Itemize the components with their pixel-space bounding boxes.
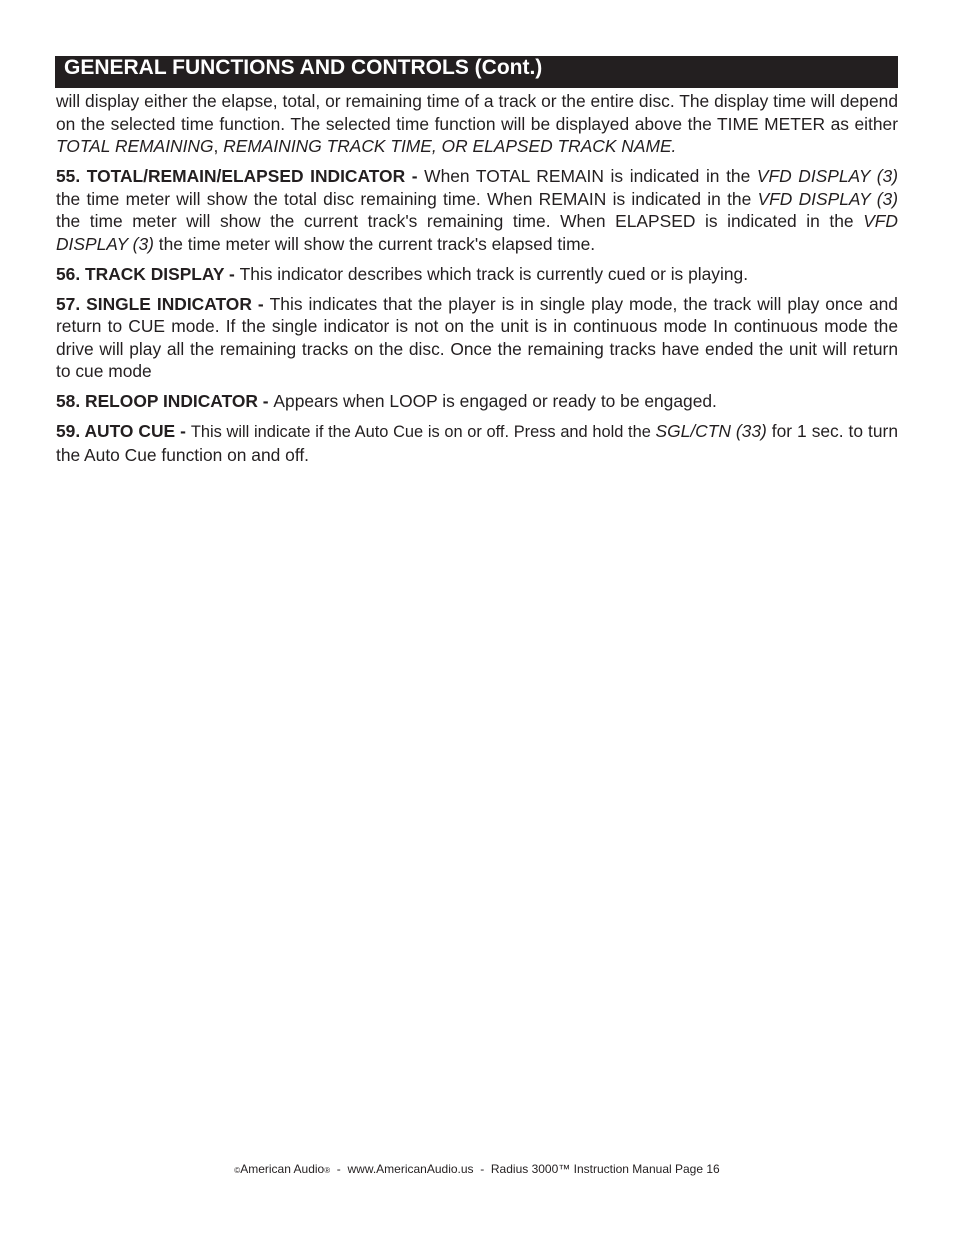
item-58-paragraph: 58. RELOOP INDICATOR - Appears when LOOP is engaged or ready to be engaged. <box>56 391 717 411</box>
section-title: GENERAL FUNCTIONS AND CONTROLS (Cont.) <box>64 56 543 79</box>
intro-paragraph: will display either the elapse, total, or remaining time of a track or the entire disc. The display time will depend on the selected time function. The selected time function will be displayed above the TIME METER as either TOTAL REMAINING, REMAINING TRACK TIME, OR ELAPSED TRACK NAME. <box>56 91 898 156</box>
footer-website: www.AmericanAudio.us <box>347 1162 474 1176</box>
item-56-paragraph: 56. TRACK DISPLAY - This indicator describes which track is currently cued or is playing. <box>56 263 749 284</box>
page-footer: ©American Audio® - www.AmericanAudio.us - Radius 3000™ Instruction Manual Page 16 <box>234 1162 720 1176</box>
item-57-label: 57. SINGLE INDICATOR - <box>56 293 270 314</box>
section-header <box>55 56 898 88</box>
item-55-label: 55. TOTAL/REMAIN/ELAPSED INDICATOR - <box>56 166 425 186</box>
item-56-label: 56. TRACK DISPLAY - <box>56 263 240 284</box>
page-content <box>56 90 898 474</box>
item-58-label: 58. RELOOP INDICATOR - <box>56 391 274 411</box>
item-59-label: 59. AUTO CUE - <box>56 421 191 441</box>
footer-company: American Audio <box>240 1162 325 1176</box>
item-55-paragraph: 55. TOTAL/REMAIN/ELAPSED INDICATOR - When TOTAL REMAIN is indicated in the VFD DISPLAY (3) the time meter will show the total disc remaining time. When REMAIN is indicated in the VFD DISPLAY (3) the time meter will show the current track's remaining time. When ELAPSED is indicated in the VFD DISPLAY (3) the time meter will show the current track's elapsed time. <box>56 166 899 254</box>
item-57-paragraph: 57. SINGLE INDICATOR - This indicates that the player is in single play mode, the track will play once and return to CUE mode. If the single indicator is not on the unit is in continuous mode In continuous mode the drive will play all the remaining tracks on the disc. Once the remaining tracks have ended the unit will return to cue mode <box>56 293 898 381</box>
copyright-symbol: © <box>234 1166 241 1175</box>
item-59-paragraph: 59. AUTO CUE - This will indicate if the Auto Cue is on or off. Press and hold the SGL/CTN (33) for 1 sec. to turn the Auto Cue function on and off. <box>56 421 899 465</box>
footer-manual-page: Radius 3000™ Instruction Manual Page 16 <box>490 1162 720 1176</box>
registered-symbol: ® <box>324 1166 331 1175</box>
